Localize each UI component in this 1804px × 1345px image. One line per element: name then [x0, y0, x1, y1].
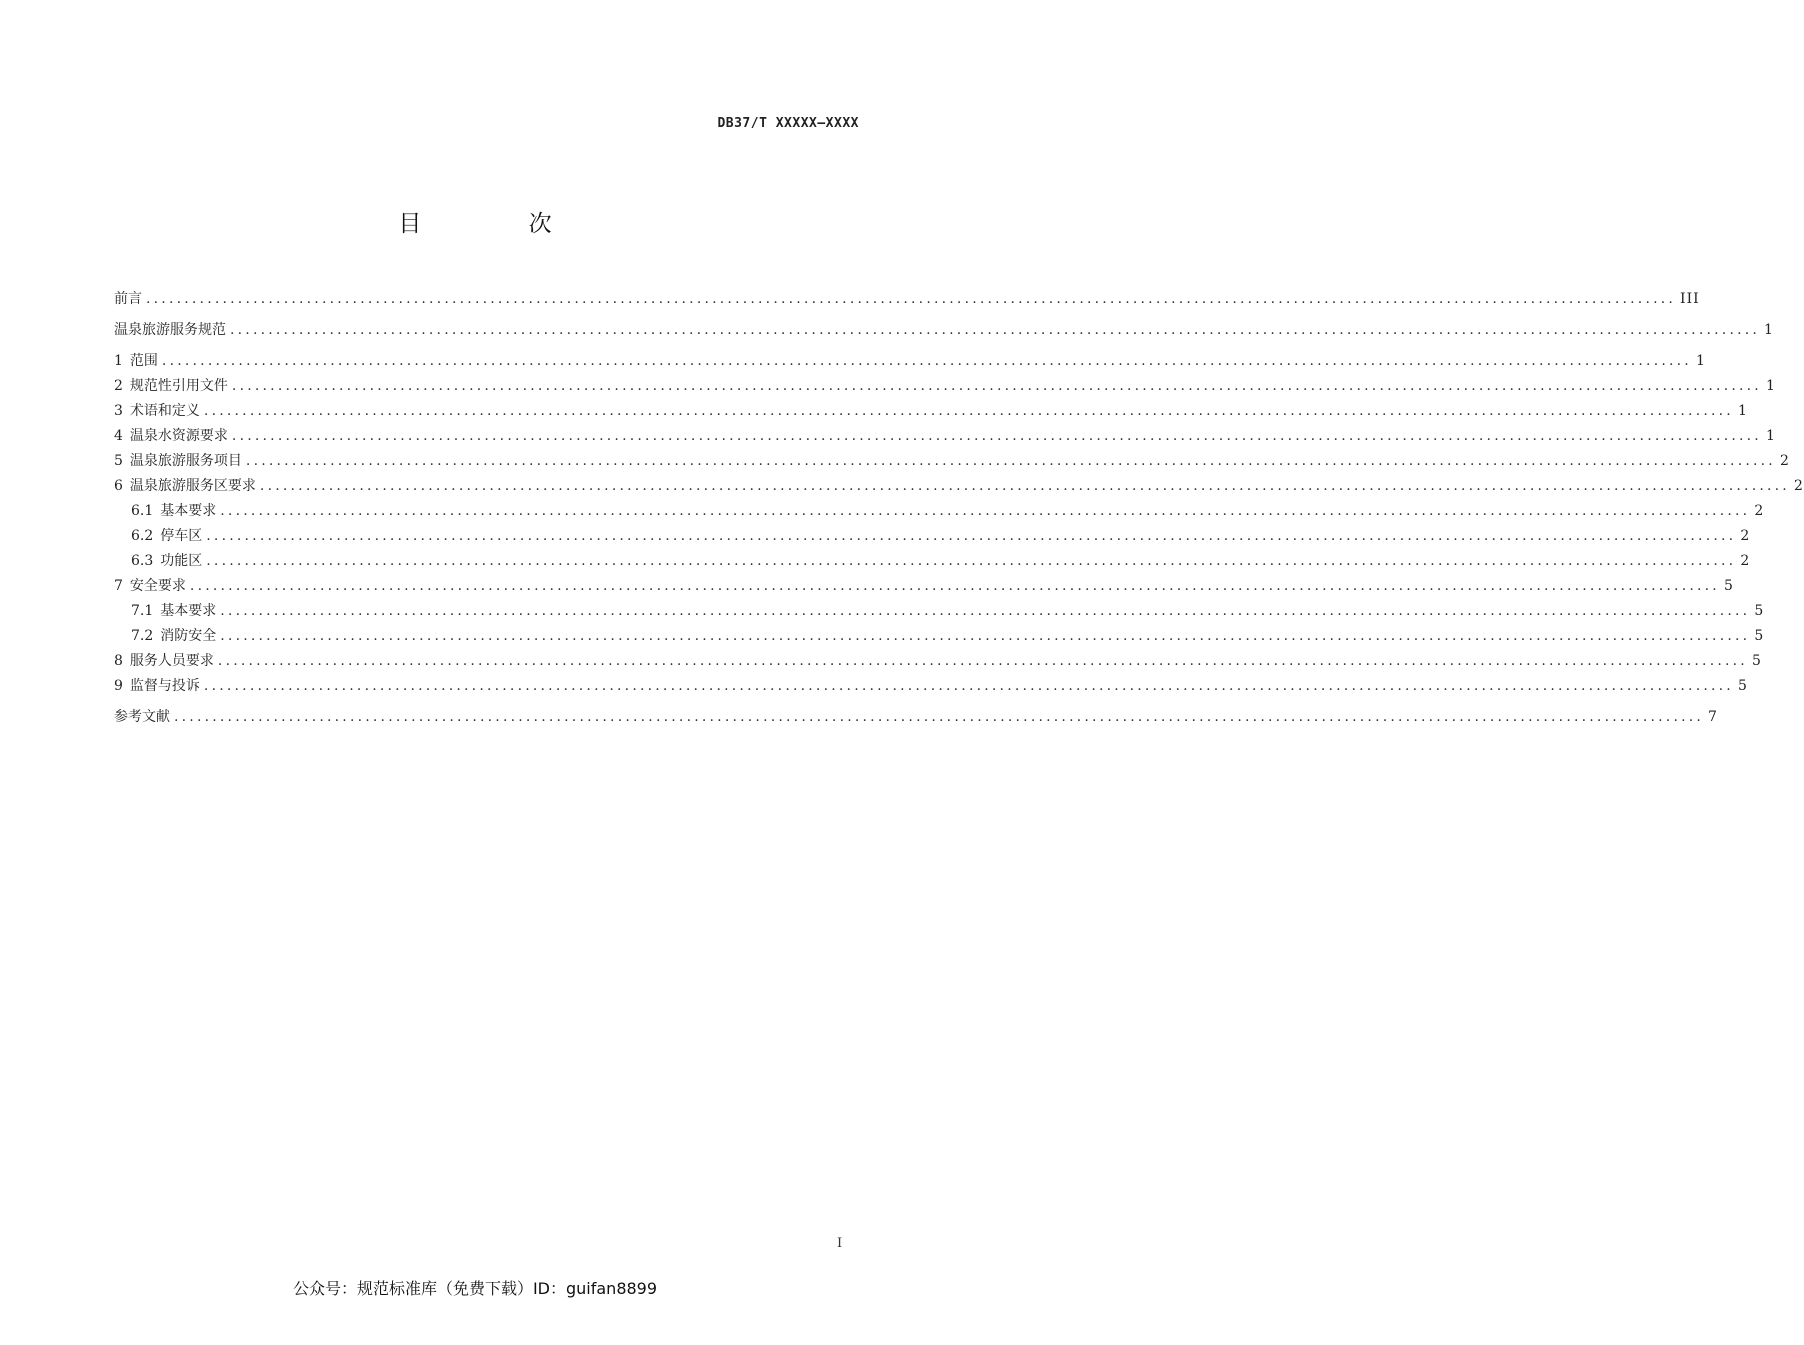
- document-code: DB37/T XXXXX—XXXX: [717, 116, 859, 131]
- table-of-contents: [114, 287, 1804, 730]
- toc-entry-foreword[interactable]: [114, 287, 1700, 312]
- toc-entry-number: 6.1: [131, 503, 154, 519]
- toc-entry-number: 9: [114, 678, 123, 694]
- toc-entry-label: 温泉水资源要求: [129, 428, 228, 444]
- footer-watermark-text: 公众号：规范标准库（免费下载）ID：guifan8899: [292, 1279, 658, 1298]
- toc-entry-label: 基本要求: [160, 503, 217, 519]
- toc-entry-parking-area[interactable]: [114, 524, 1751, 549]
- toc-dot-leader: ........................................................................................................................................................................................................: [189, 578, 1720, 594]
- toc-entry-fire-safety[interactable]: [114, 624, 1765, 649]
- toc-dot-leader: ........................................................................................................................................................................................................: [146, 291, 1677, 307]
- toc-dot-leader: ........................................................................................................................................................................................................: [231, 378, 1762, 394]
- toc-entry-label: 参考文献: [114, 709, 170, 725]
- toc-entry-number: 7: [114, 578, 123, 594]
- toc-dot-leader: ........................................................................................................................................................................................................: [203, 678, 1734, 694]
- toc-entry-standard-title[interactable]: [114, 318, 1774, 343]
- toc-entry-page: 1: [1765, 428, 1776, 444]
- toc-entry-page: 7: [1708, 709, 1718, 725]
- toc-dot-leader: ........................................................................................................................................................................................................: [174, 709, 1705, 725]
- toc-entry-safety-basic[interactable]: [114, 599, 1765, 624]
- toc-entry-page: 2: [1740, 553, 1751, 569]
- toc-dot-leader: ........................................................................................................................................................................................................: [206, 528, 1737, 544]
- toc-entry-page: 2: [1779, 453, 1790, 469]
- toc-dot-leader: ........................................................................................................................................................................................................: [203, 403, 1734, 419]
- toc-entry-number: 8: [114, 653, 123, 669]
- toc-entry-label: 温泉旅游服务规范: [114, 322, 226, 338]
- toc-entry-number: 4: [114, 428, 123, 444]
- toc-entry-staff-requirements[interactable]: [114, 649, 1762, 674]
- toc-entry-number: 7.2: [131, 628, 154, 644]
- toc-entry-supervision[interactable]: [114, 674, 1748, 699]
- toc-entry-page: 2: [1793, 478, 1804, 494]
- toc-entry-water-resources[interactable]: [114, 424, 1776, 449]
- toc-entry-page: 5: [1754, 603, 1765, 619]
- toc-entry-page: 2: [1754, 503, 1765, 519]
- toc-entry-number: 7.1: [131, 603, 154, 619]
- toc-dot-leader: ........................................................................................................................................................................................................: [206, 553, 1737, 569]
- toc-entry-label: 安全要求: [129, 578, 186, 594]
- toc-entry-number: 6.3: [131, 553, 154, 569]
- toc-entry-label: 功能区: [160, 553, 203, 569]
- toc-entry-page: 2: [1740, 528, 1751, 544]
- toc-entry-basic-requirements[interactable]: [114, 499, 1765, 524]
- toc-entry-number: 6: [114, 478, 123, 494]
- toc-entry-page: 1: [1737, 403, 1748, 419]
- toc-entry-label: 前言: [114, 291, 142, 307]
- toc-entry-page: 5: [1723, 578, 1734, 594]
- toc-entry-page: 1: [1765, 378, 1776, 394]
- toc-dot-leader: ........................................................................................................................................................................................................: [259, 478, 1790, 494]
- toc-entry-page: III: [1680, 291, 1700, 307]
- toc-entry-service-area[interactable]: [114, 474, 1804, 499]
- toc-entry-number: 2: [114, 378, 123, 394]
- toc-entry-bibliography[interactable]: [114, 705, 1718, 730]
- toc-entry-label: 术语和定义: [129, 403, 200, 419]
- toc-entry-page: 1: [1695, 353, 1706, 369]
- toc-entry-safety-requirements[interactable]: [114, 574, 1734, 599]
- toc-dot-leader: ........................................................................................................................................................................................................: [220, 503, 1751, 519]
- toc-entry-number: 1: [114, 353, 123, 369]
- toc-entry-number: 5: [114, 453, 123, 469]
- toc-dot-leader: ........................................................................................................................................................................................................: [220, 603, 1751, 619]
- page-title: 目 次: [398, 211, 602, 237]
- toc-entry-page: 5: [1737, 678, 1748, 694]
- toc-entry-normative-references[interactable]: [114, 374, 1776, 399]
- toc-entry-label: 监督与投诉: [129, 678, 200, 694]
- toc-dot-leader: ........................................................................................................................................................................................................: [231, 428, 1762, 444]
- toc-entry-service-items[interactable]: [114, 449, 1790, 474]
- toc-entry-label: 服务人员要求: [129, 653, 214, 669]
- toc-entry-page: 5: [1751, 653, 1762, 669]
- toc-entry-label: 停车区: [160, 528, 203, 544]
- toc-entry-scope[interactable]: [114, 349, 1706, 374]
- toc-dot-leader: ........................................................................................................................................................................................................: [230, 322, 1761, 338]
- toc-entry-terms[interactable]: [114, 399, 1748, 424]
- toc-entry-number: 3: [114, 403, 123, 419]
- toc-entry-label: 范围: [129, 353, 158, 369]
- toc-entry-label: 温泉旅游服务区要求: [129, 478, 256, 494]
- toc-entry-label: 消防安全: [160, 628, 217, 644]
- toc-dot-leader: ........................................................................................................................................................................................................: [217, 653, 1748, 669]
- toc-dot-leader: ........................................................................................................................................................................................................: [161, 353, 1692, 369]
- toc-entry-page: 1: [1764, 322, 1774, 338]
- toc-entry-label: 规范性引用文件: [129, 378, 228, 394]
- toc-dot-leader: ........................................................................................................................................................................................................: [245, 453, 1776, 469]
- page-number: I: [837, 1236, 843, 1251]
- toc-entry-page: 5: [1754, 628, 1765, 644]
- toc-entry-label: 温泉旅游服务项目: [129, 453, 242, 469]
- toc-entry-number: 6.2: [131, 528, 154, 544]
- toc-entry-label: 基本要求: [160, 603, 217, 619]
- toc-entry-functional-area[interactable]: [114, 549, 1751, 574]
- toc-dot-leader: ........................................................................................................................................................................................................: [220, 628, 1751, 644]
